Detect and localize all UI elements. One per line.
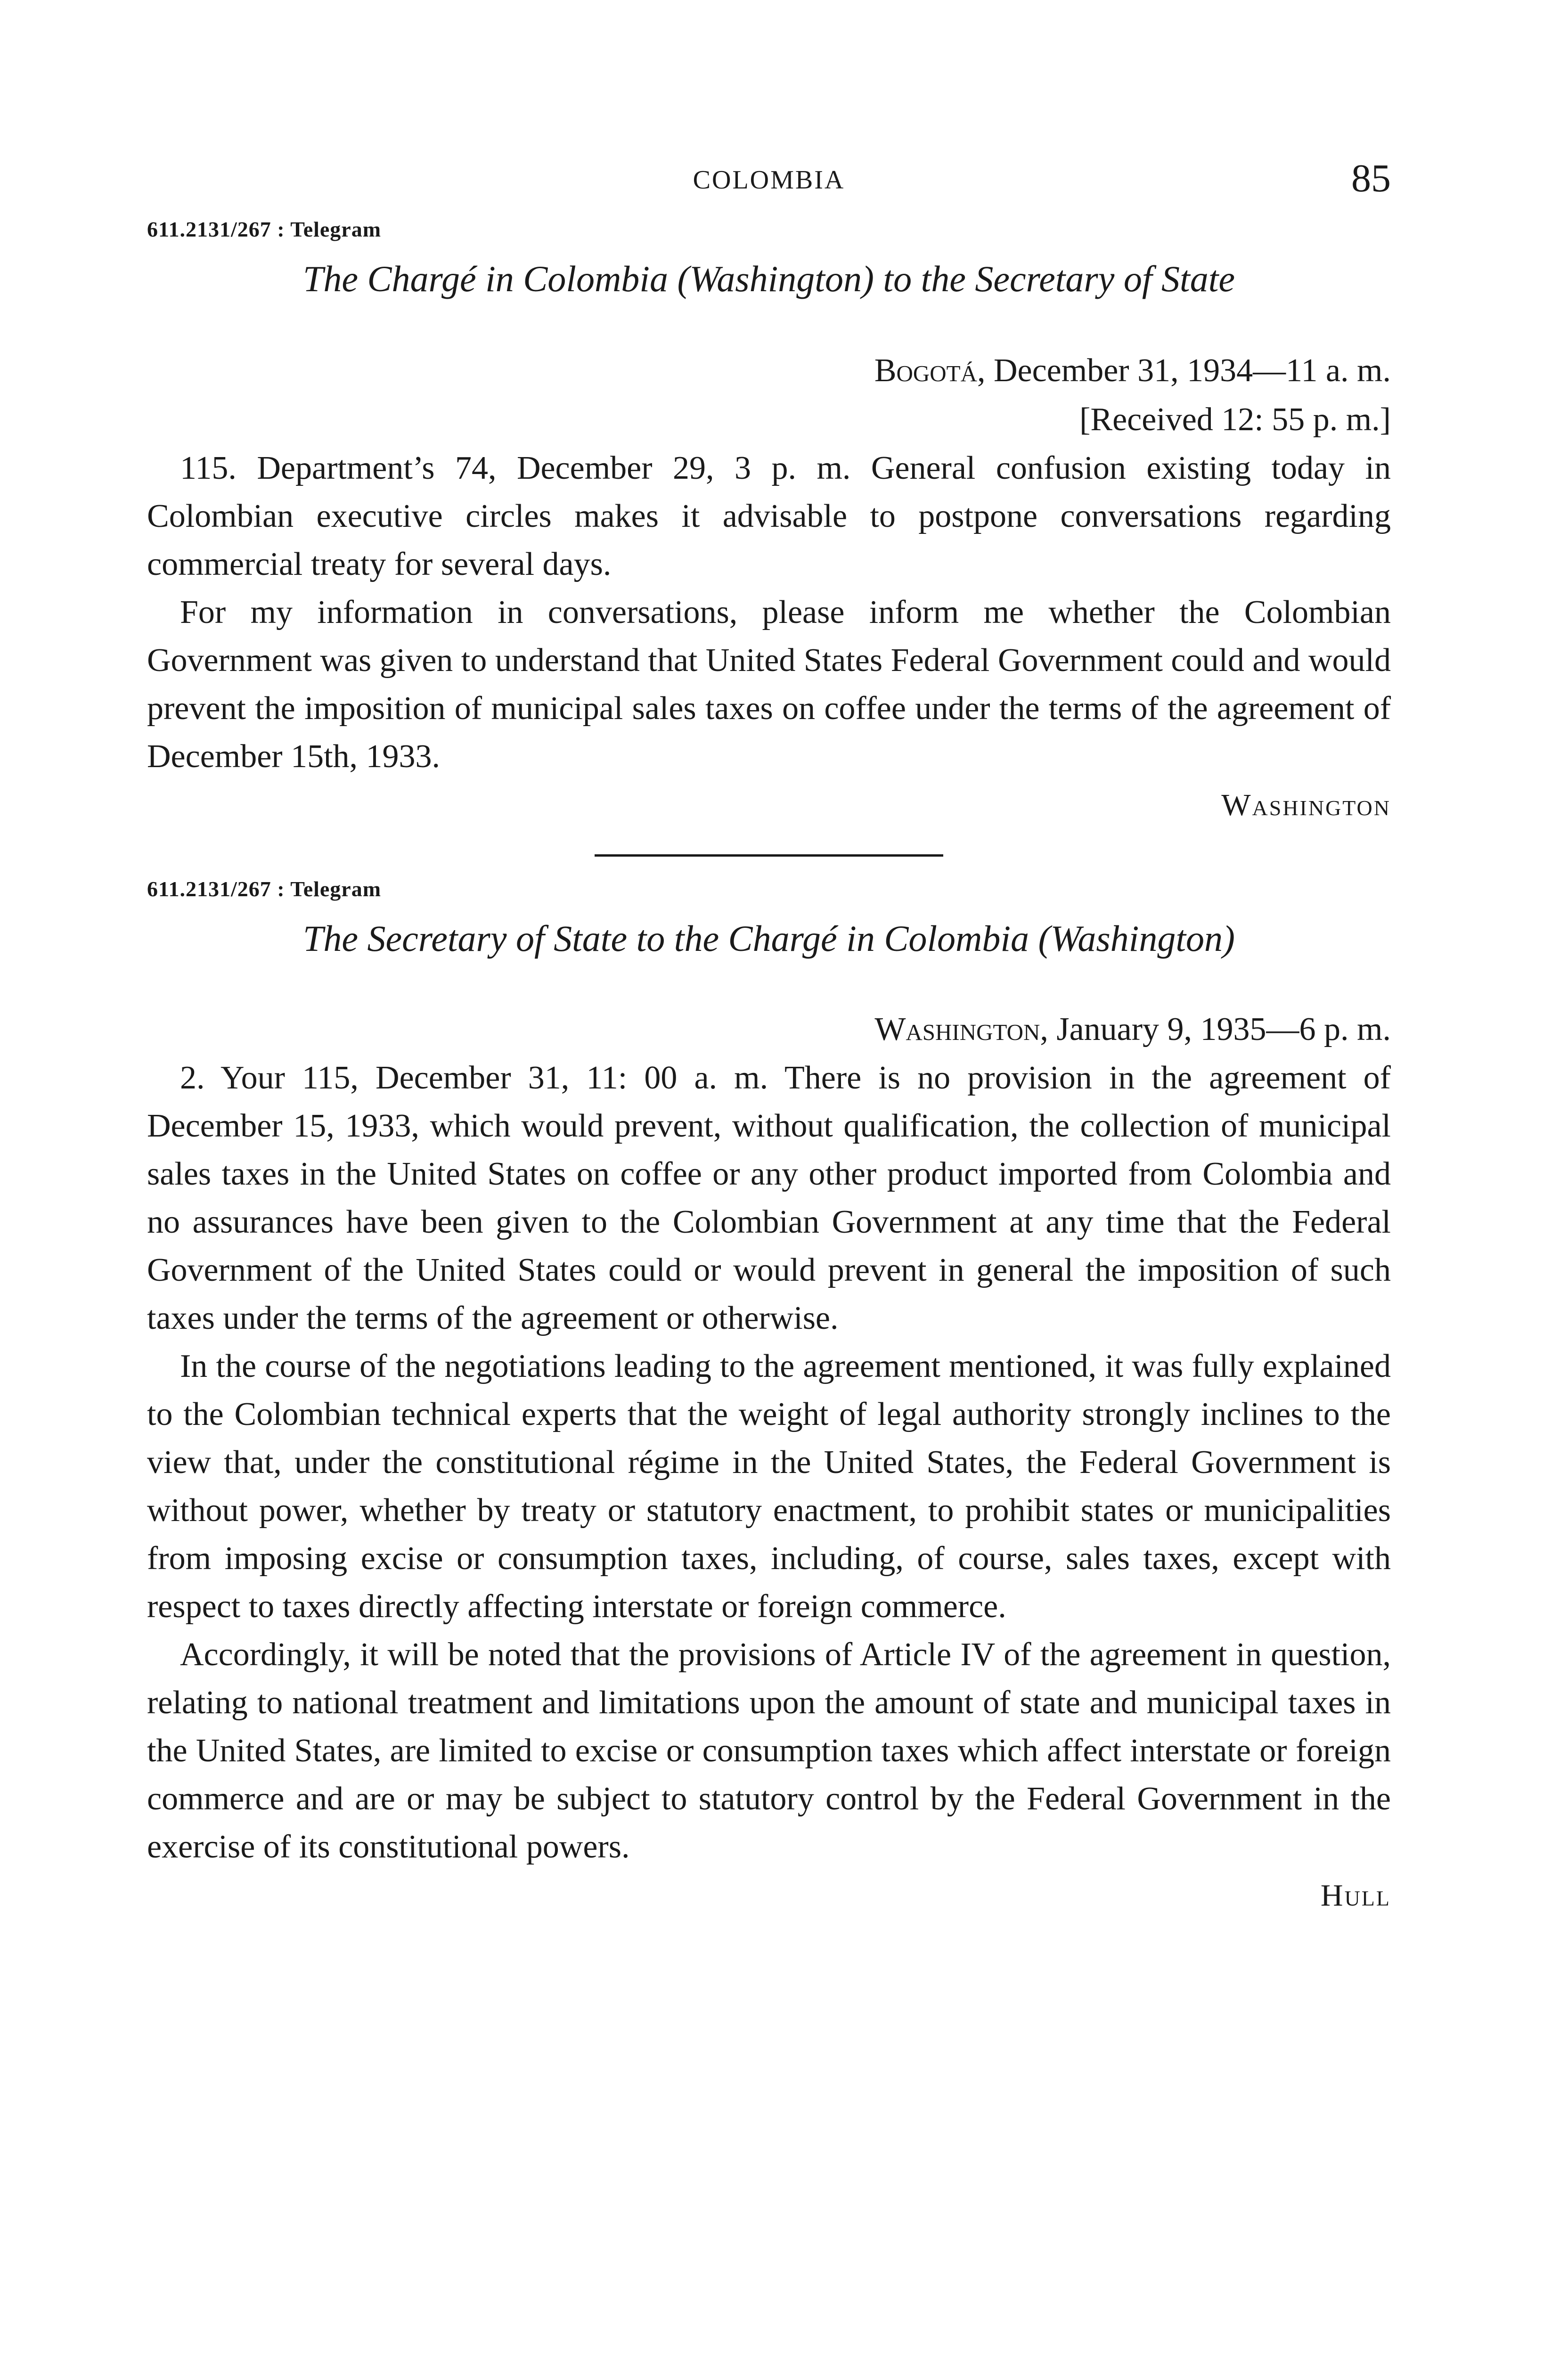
signature: Washington [1221, 788, 1391, 822]
telegram-1 [147, 217, 1391, 823]
dateline [147, 346, 1391, 444]
telegram-2 [147, 876, 1391, 1914]
received-note: [Received 12: 55 p. m.] [1079, 401, 1391, 438]
signature: Hull [1320, 1878, 1391, 1913]
section-divider [595, 854, 943, 857]
running-header [147, 155, 1391, 207]
dateline-place: Bogotá [874, 352, 977, 389]
page-number: 85 [1351, 156, 1391, 200]
dateline [147, 1005, 1391, 1054]
paragraph: Accordingly, it will be noted that the provisions of Article IV of the agreement in question, relating to national treatment and limitations upon the amount of state and municipal taxes in the United States, are limited to excise or consumption taxes which affect interstate or foreign commerce and are or may be subject to statutory control by the Federal Government in the exercise of its constitutional powers. [147, 1636, 1391, 1865]
document-page [147, 155, 1391, 1914]
dateline-place: Washington [874, 1011, 1040, 1047]
file-number: 611.2131/267 : Telegram [147, 877, 382, 901]
dateline-date: , January 9, 1935—6 p. m. [1040, 1011, 1391, 1047]
paragraph: In the course of the negotiations leading to the agreement mentioned, it was fully explained to the Colombian technical experts that the weight of legal authority strongly inclines to the view that, under the constitutional régime in the United States, the Federal Government is without power, whether by treaty or statutory enactment, to prohibit states or municipalities from imposing excise or consumption taxes, including, of course, sales taxes, except with respect to taxes directly affecting interstate or foreign commerce. [147, 1348, 1391, 1625]
document-heading: The Chargé in Colombia (Washington) to the Secretary of State [303, 258, 1235, 299]
paragraph: 115. Department’s 74, December 29, 3 p. m. General confusion existing today in Colombian executive circles makes it advisable to postpone conversations regarding commercial treaty for several days. [147, 450, 1391, 582]
running-title: COLOMBIA [693, 165, 845, 195]
paragraph: For my information in conversations, please inform me whether the Colombian Government was given to understand that United States Federal Government could and would prevent the imposition of municipal sales taxes on coffee under the terms of the agreement of December 15th, 1933. [147, 594, 1391, 775]
paragraph: 2. Your 115, December 31, 11: 00 a. m. There is no provision in the agreement of December 15, 1933, which would prevent, without qualification, the collection of municipal sales taxes in the United States on coffee or any other product imported from Colombia and no assurances have been given to the Colombian Government at any time that the Federal Government of the United States could or would prevent in general the imposition of such taxes under the terms of the agreement or otherwise. [147, 1060, 1391, 1336]
dateline-date: , December 31, 1934—11 a. m. [977, 352, 1391, 389]
document-heading: The Secretary of State to the Chargé in Colombia (Washington) [303, 918, 1235, 959]
file-number: 611.2131/267 : Telegram [147, 217, 382, 241]
